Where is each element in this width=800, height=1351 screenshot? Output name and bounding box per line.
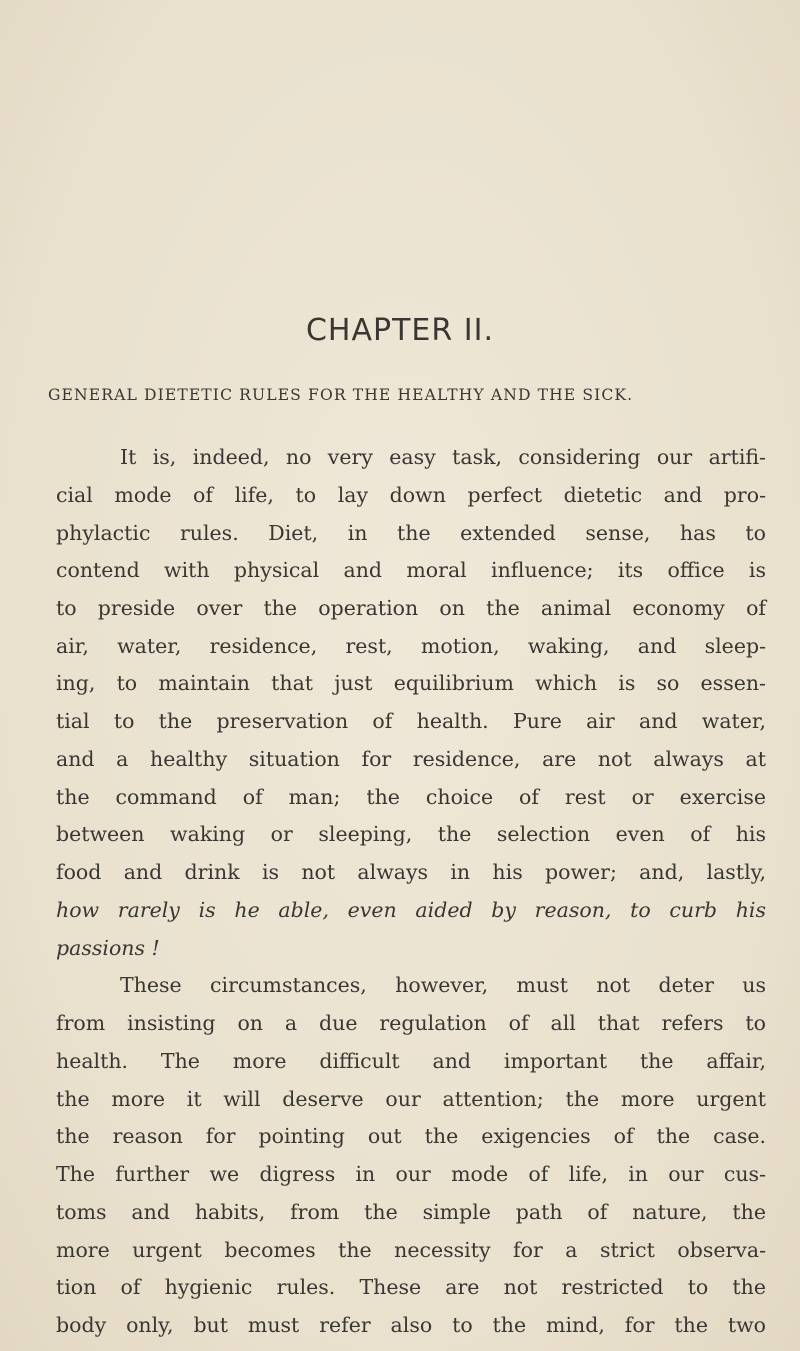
text-line: and a healthy situation for residence, are not always at xyxy=(56,746,766,771)
text-line: food and drink is not always in his power; and, lastly, xyxy=(56,860,766,885)
text-line: It is, indeed, no very easy task, considering our artifi- xyxy=(120,445,766,469)
text-line: toms and habits, from the simple path of nature, the xyxy=(56,1199,766,1224)
text-line: contend with physical and moral influence; its office is xyxy=(56,558,766,583)
text-line: body only, but must refer also to the mind, for the two xyxy=(56,1313,766,1337)
text-line: These circumstances, however, must not deter us xyxy=(120,973,766,998)
chapter-subtitle: GENERAL DIETETIC RULES FOR THE HEALTHY AND THE SICK. xyxy=(48,386,634,404)
text-line: cial mode of life, to lay down perfect dietetic and pro- xyxy=(56,482,766,507)
text-line-italic: how rarely is he able, even aided by reason, to curb his xyxy=(56,897,766,922)
text-line: phylactic rules. Diet, in the extended sense, has to xyxy=(56,520,766,545)
text-line: more urgent becomes the necessity for a strict observa- xyxy=(56,1237,766,1262)
text-line: to preside over the operation on the animal economy of xyxy=(56,596,766,620)
text-line-italic: passions ! xyxy=(56,935,160,960)
text-line: The further we digress in our mode of life, in our cus- xyxy=(56,1162,766,1186)
text-line: between waking or sleeping, the selection even of his xyxy=(56,822,766,847)
text-line: the reason for pointing out the exigencies of the case. xyxy=(56,1124,766,1149)
text-line: the command of man; the choice of rest or exercise xyxy=(56,784,766,809)
text-line: tial to the preservation of health. Pure air and water, xyxy=(56,709,766,734)
text-line: health. The more difficult and important the affair, xyxy=(56,1048,766,1073)
text-line: air, water, residence, rest, motion, waking, and sleep- xyxy=(56,633,766,658)
text-line: tion of hygienic rules. These are not restricted to the xyxy=(56,1275,766,1300)
text-line: ing, to maintain that just equilibrium which is so essen- xyxy=(56,671,766,696)
text-line: from insisting on a due regulation of all that refers to xyxy=(56,1011,766,1036)
chapter-title: CHAPTER II. xyxy=(305,313,494,348)
text-line: the more it will deserve our attention; the more urgent xyxy=(56,1086,766,1111)
